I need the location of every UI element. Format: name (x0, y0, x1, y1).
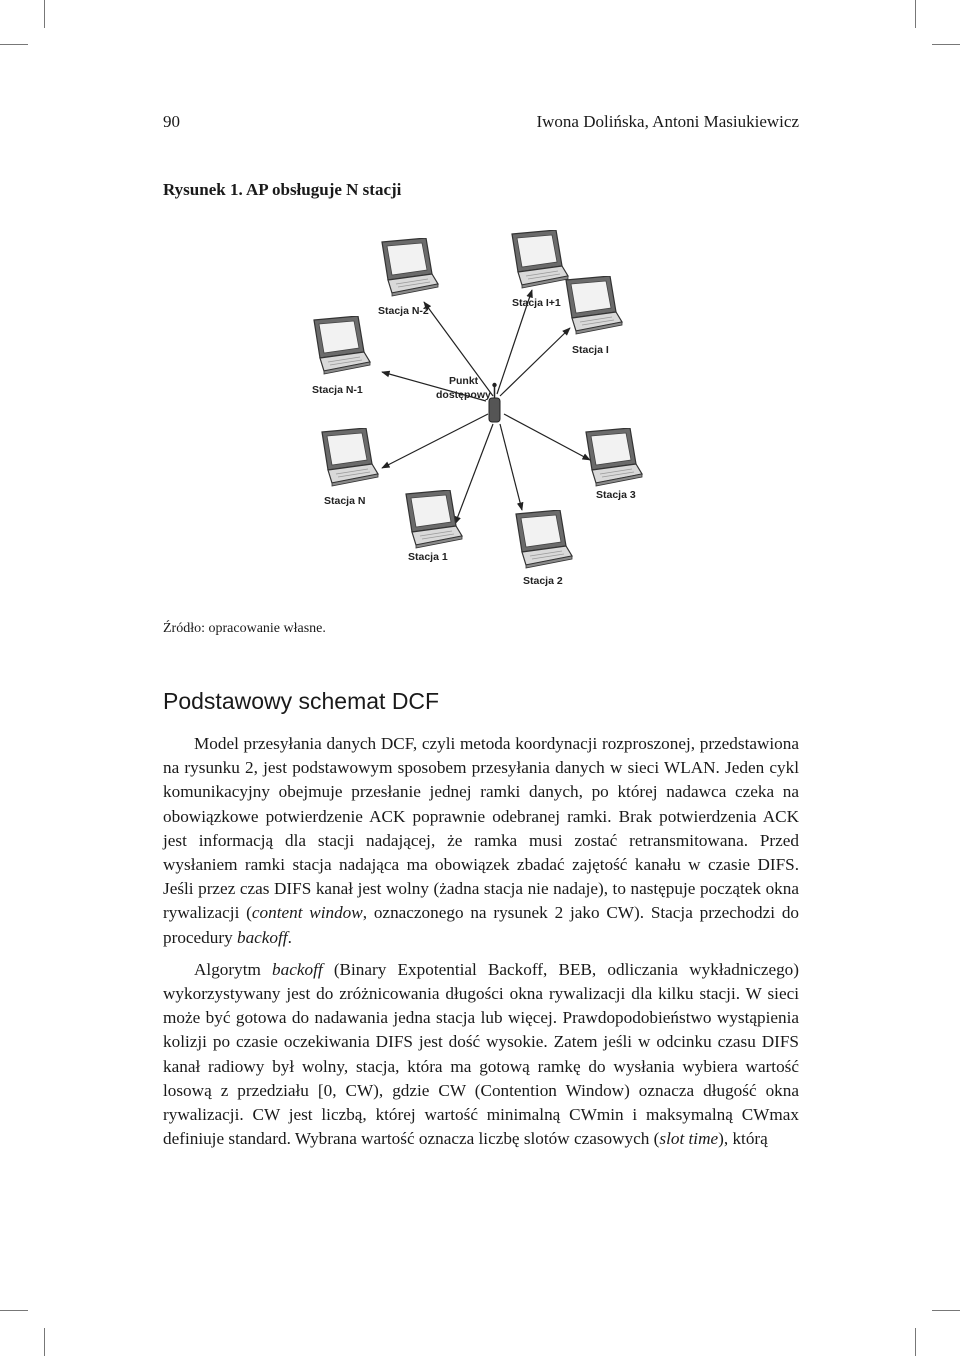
laptop-icon (516, 510, 572, 568)
laptop-icon (314, 316, 370, 374)
crop-mark (0, 1310, 28, 1311)
station-label: Stacja N (324, 495, 366, 507)
figure-caption: Rysunek 1. AP obsługuje N stacji (163, 180, 402, 199)
italic-term: slot time (659, 1129, 719, 1149)
figure-source: Źródło: opracowanie własne. (163, 621, 326, 636)
ap-label: Punkt (449, 375, 479, 387)
page-number: 90 (163, 112, 180, 131)
crop-mark (915, 0, 916, 28)
body-text (163, 732, 799, 1151)
text-run: ), którą (718, 1129, 768, 1149)
laptop-icon (382, 238, 438, 296)
ap-label: dostępowy (436, 389, 491, 401)
paragraph (163, 732, 799, 950)
laptop-icon (586, 428, 642, 486)
italic-term: backoff (236, 927, 288, 947)
italic-term: content window (251, 903, 363, 923)
crop-mark (44, 0, 45, 28)
laptop-icon (322, 428, 378, 486)
italic-term: backoff (272, 959, 323, 979)
crop-mark (44, 1328, 45, 1356)
running-head-authors: Iwona Dolińska, Antoni Masiukiewicz (536, 112, 799, 131)
laptop-icon (566, 276, 622, 334)
link-arrows (382, 290, 590, 524)
station-label: Stacja I+1 (512, 297, 561, 309)
crop-mark (932, 44, 960, 45)
text-run: . (287, 927, 292, 947)
station-label: Stacja 1 (408, 551, 448, 563)
station-label: Stacja I (572, 344, 609, 356)
station-label: Stacja N-2 (378, 305, 429, 317)
crop-mark (915, 1328, 916, 1356)
laptop-icon (512, 230, 568, 288)
crop-mark (932, 1310, 960, 1311)
text-run: Algorytm (194, 959, 273, 979)
station-label: Stacja 2 (523, 575, 563, 587)
text-run: (Binary Expotential Backoff, BEB, odliczania wykładniczego) wykorzystywany jest do zróżnicowania długości okna rywalizacji dla kilku stacji. W sieci może być gotowa do nadawania jedna stacja lub więcej. Prawdopodobieństwo wystąpienia kolizji po czasie oczekiwania DIFS jest dość wysokie. Zatem jeśli w odcinku czasu DIFS kanał radiowy był wolny, stacja, która ma gotową ramkę do wysłania wybiera wartość losową z przedziału [0, CW), gdzie CW (Contention Window) oznacza długość okna rywalizacji. CW jest liczbą, której wartość minimalną CWmin i maksymalną CWmax definiuje standard. Wybrana wartość oznacza liczbę slotów czasowych ( (163, 959, 800, 1149)
text-run: Model przesyłania danych DCF, czyli metoda koordynacji rozproszonej, przedstawiona na rysunku 2, jest podstawowym sposobem przesyłania danych w sieci WLAN. Jeden cykl komunikacyjny obejmuje przesłanie jednej ramki danych, po której nadawca czeka na obowiązkowe potwierdzenie ACK poprawnie odebranej ramki. Brak potwierdzenia ACK jest informacją dla stacji nadającej, że ramka musi zostać retransmitowana. Przed wysłaniem ramki stacja nadająca ma obowiązek zbadać zajętość kanału w czasie DIFS. Jeśli przez czas DIFS kanał jest wolny (żadna stacja nie nadaje), to następuje początek okna rywalizacji ( (163, 734, 799, 923)
text-run: , oznaczonego na rysunek 2 jako CW). Stacja przechodzi do procedury (163, 903, 800, 947)
running-head (163, 112, 799, 132)
paragraph (163, 958, 799, 1152)
station-label: Stacja N-1 (312, 384, 363, 396)
crop-mark (0, 44, 28, 45)
network-diagram (290, 228, 670, 594)
laptop-icon (406, 490, 462, 548)
station-label: Stacja 3 (596, 489, 636, 501)
section-title: Podstawowy schemat DCF (163, 688, 440, 714)
